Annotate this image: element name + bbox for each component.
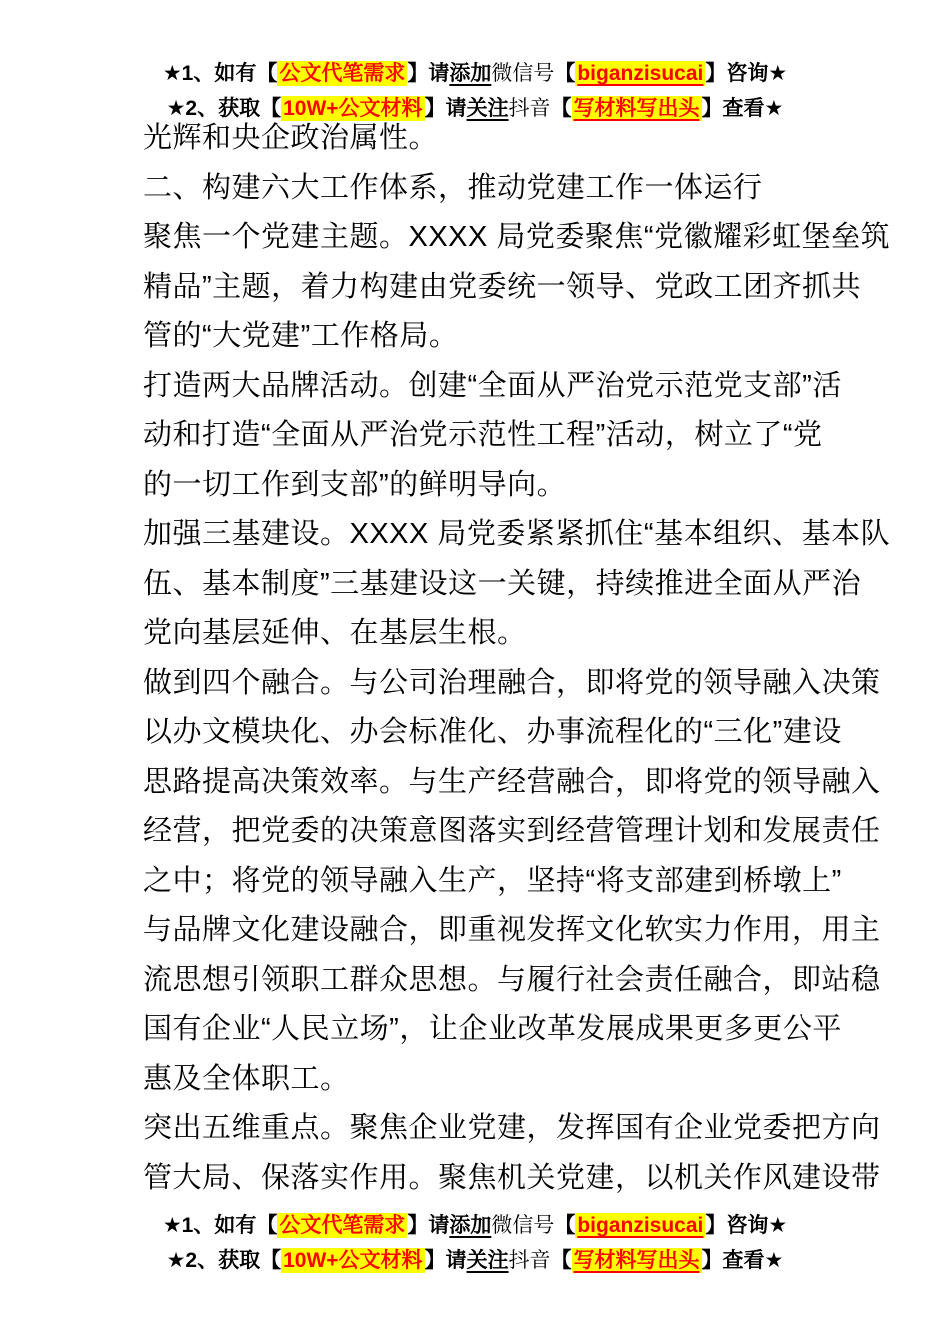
highlighted-promo-text: 公文代笔需求: [279, 62, 406, 85]
promo-text: 微信号: [491, 62, 555, 85]
body-text-line: 的一切工作到支部”的鲜明导向。: [143, 468, 567, 501]
footer-promo-note: [0, 1208, 950, 1278]
body-text-line: 突出五维重点。聚焦企业党建，发挥国有企业党委把方向: [143, 1112, 881, 1144]
promo-text: 抖音: [508, 1249, 551, 1272]
body-text-line: 打造两大品牌活动。创建“全面从严治党示范党支部”活: [143, 369, 842, 402]
body-text-line: 聚焦一个党建主题。XXXX 局党委聚焦“党徽耀彩虹堡垒筑: [143, 221, 891, 253]
promo-text: 】请: [424, 97, 467, 120]
highlighted-promo-text: 公文代笔需求: [279, 1214, 406, 1237]
body-text-line: 思路提高决策效率。与生产经营融合，即将党的领导融入: [143, 765, 881, 798]
body-text-line: 伍、基本制度”三基建设这一关键，持续推进全面从严治: [143, 567, 862, 600]
promo-text: 】查看★: [701, 1249, 784, 1272]
highlighted-promo-text: 写材料写出头: [573, 97, 700, 120]
promo-text: 】请: [424, 1249, 467, 1272]
body-text-line: 流思想引领职工群众思想。与履行社会责任融合，即站稳: [143, 963, 881, 996]
promo-text: 【: [554, 1214, 576, 1237]
body-text-line: 国有企业“人民立场”，让企业改革发展成果更多更公平: [143, 1013, 842, 1045]
promo-text: 】咨询★: [705, 1214, 788, 1237]
highlighted-promo-text: biganzisucai: [577, 62, 704, 85]
body-text-line: 加强三基建设。XXXX 局党委紧紧抓住“基本组织、基本队: [143, 518, 891, 550]
body-text-line: 以办文模块化、办会标准化、办事流程化的“三化”建设: [143, 716, 842, 748]
promo-text: ★1、如有【: [162, 1214, 278, 1237]
body-text-line: 之中；将党的领导融入生产，坚持“将支部建到桥墩上”: [143, 864, 842, 897]
promo-text: 【: [550, 1249, 572, 1272]
body-text-line: 光辉和央企政治属性。: [143, 122, 439, 154]
promo-text: 【: [554, 62, 576, 85]
highlighted-promo-text: 10W+公文材料: [283, 97, 423, 120]
promo-text: 添加: [449, 1214, 492, 1237]
body-text-line: 与品牌文化建设融合，即重视发挥文化软实力作用，用主: [143, 914, 881, 946]
promo-line-1: [0, 1208, 950, 1243]
promo-text: ★2、获取【: [166, 97, 282, 120]
promo-text: 微信号: [491, 1214, 555, 1237]
body-text-line: 党向基层延伸、在基层生根。: [143, 617, 527, 649]
body-text-line: 动和打造“全面从严治党示范性工程”活动，树立了“党: [143, 419, 823, 451]
promo-text: ★1、如有【: [162, 62, 278, 85]
body-text-line: 管的“大党建”工作格局。: [143, 320, 459, 352]
body-text-line: 管大局、保落实作用。聚焦机关党建，以机关作风建设带: [143, 1161, 881, 1194]
highlighted-promo-text: biganzisucai: [577, 1214, 704, 1237]
promo-text: 】请: [407, 62, 450, 85]
promo-text: 】请: [407, 1214, 450, 1237]
promo-text: 抖音: [508, 97, 551, 120]
highlighted-promo-text: 写材料写出头: [573, 1249, 700, 1272]
highlighted-promo-text: 10W+公文材料: [283, 1249, 423, 1272]
promo-text: 【: [550, 97, 572, 120]
body-text-line: 经营，把党委的决策意图落实到经营管理计划和发展责任: [143, 815, 881, 847]
promo-text: 关注: [466, 1249, 509, 1272]
promo-text: 】咨询★: [705, 62, 788, 85]
body-text-line: 二、构建六大工作体系，推动党建工作一体运行: [143, 171, 763, 204]
document-body-text: [143, 114, 891, 1203]
promo-line-2: [0, 1243, 950, 1278]
promo-text: 关注: [466, 97, 509, 120]
body-text-line: 惠及全体职工。: [143, 1062, 350, 1095]
promo-line-1: [0, 56, 950, 91]
body-text-line: 做到四个融合。与公司治理融合，即将党的领导融入决策: [143, 666, 881, 699]
promo-text: ★2、获取【: [166, 1249, 282, 1272]
promo-text: 添加: [449, 62, 492, 85]
body-text-line: 精品”主题，着力构建由党委统一领导、党政工团齐抓共: [143, 270, 862, 303]
promo-text: 】查看★: [701, 97, 784, 120]
